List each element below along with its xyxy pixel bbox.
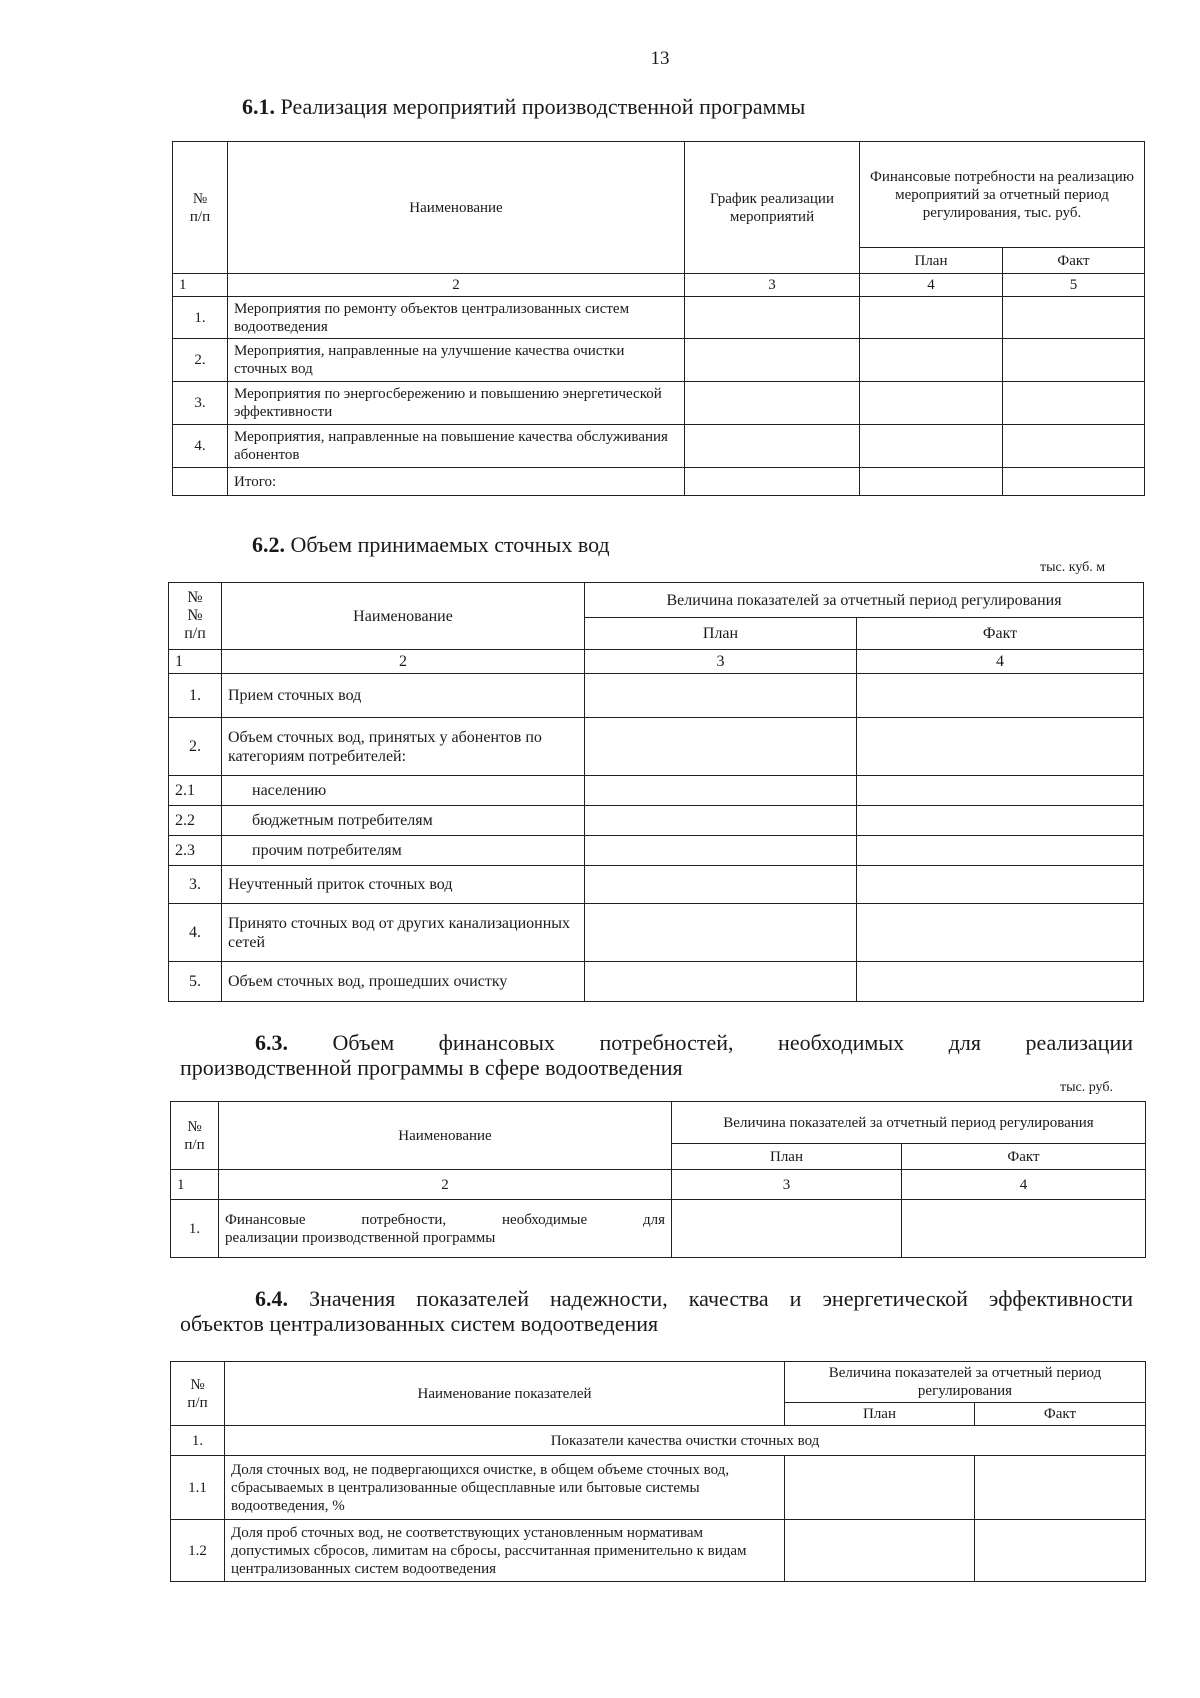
column-header-values: Величина показателей за отчетный период регулирования bbox=[672, 1102, 1146, 1144]
row-name: Объем сточных вод, прошедших очистку bbox=[222, 962, 585, 1002]
plan-cell bbox=[585, 718, 857, 776]
column-index: 3 bbox=[585, 650, 857, 674]
fact-cell bbox=[1003, 297, 1145, 339]
section-6-2-title: Объем принимаемых сточных вод bbox=[290, 532, 610, 557]
plan-cell bbox=[860, 339, 1003, 382]
row-number: 4. bbox=[173, 425, 228, 468]
column-header-plan: План bbox=[785, 1403, 975, 1426]
row-name bbox=[219, 1200, 672, 1258]
table-6-2 bbox=[168, 582, 1144, 1002]
table-group-row bbox=[171, 1426, 1146, 1456]
section-6-3-title: Объем финансовых потребностей, необходимых для реализации bbox=[332, 1030, 1133, 1055]
schedule-cell bbox=[685, 468, 860, 496]
table-6-4 bbox=[170, 1361, 1146, 1582]
fact-cell bbox=[857, 962, 1144, 1002]
row-number: 1. bbox=[171, 1200, 219, 1258]
row-number: 5. bbox=[169, 962, 222, 1002]
table-row bbox=[169, 836, 1144, 866]
fact-cell bbox=[857, 776, 1144, 806]
row-number: 1.2 bbox=[171, 1520, 225, 1582]
column-index: 1 bbox=[173, 274, 228, 297]
fact-cell bbox=[975, 1456, 1146, 1520]
row-name: Доля проб сточных вод, не соответствующих установленным нормативам допустимых сбросов, лимитам на сбросы, рассчитанная применительно к видам централизованных систем водоотведения bbox=[225, 1520, 785, 1582]
column-index: 1 bbox=[169, 650, 222, 674]
column-index: 5 bbox=[1003, 274, 1145, 297]
plan-cell bbox=[585, 836, 857, 866]
plan-cell bbox=[585, 806, 857, 836]
column-header-fact: Факт bbox=[1003, 248, 1145, 274]
fact-cell bbox=[857, 806, 1144, 836]
table-row bbox=[169, 866, 1144, 904]
column-header-fact: Факт bbox=[902, 1144, 1146, 1170]
column-index: 4 bbox=[860, 274, 1003, 297]
fact-cell bbox=[1003, 339, 1145, 382]
table-row bbox=[169, 806, 1144, 836]
column-header-plan: План bbox=[860, 248, 1003, 274]
column-index: 2 bbox=[228, 274, 685, 297]
table-row bbox=[173, 382, 1145, 425]
section-6-4-heading bbox=[255, 1286, 1133, 1312]
column-header-fact: Факт bbox=[975, 1403, 1146, 1426]
row-name: Неучтенный приток сточных вод bbox=[222, 866, 585, 904]
column-header-finance: Финансовые потребности на реализацию мероприятий за отчетный период регулирования, тыс. руб. bbox=[860, 142, 1145, 248]
table-row bbox=[171, 1520, 1146, 1582]
row-name: прочим потребителям bbox=[222, 836, 585, 866]
plan-cell bbox=[860, 382, 1003, 425]
column-header-fact: Факт bbox=[857, 618, 1144, 650]
plan-cell bbox=[860, 297, 1003, 339]
table-row bbox=[173, 339, 1145, 382]
plan-cell bbox=[785, 1520, 975, 1582]
row-number: 2. bbox=[173, 339, 228, 382]
plan-cell bbox=[672, 1200, 902, 1258]
row-name: Мероприятия, направленные на повышение качества обслуживания абонентов bbox=[228, 425, 685, 468]
section-6-4-title: Значения показателей надежности, качества и энергетической эффективности bbox=[309, 1286, 1134, 1311]
fact-cell bbox=[1003, 382, 1145, 425]
column-header-number: № п/п bbox=[171, 1362, 225, 1426]
column-header-number: № п/п bbox=[171, 1102, 219, 1170]
row-name-line: реализации производственной программы bbox=[225, 1229, 496, 1246]
table-row bbox=[169, 776, 1144, 806]
column-index: 3 bbox=[672, 1170, 902, 1200]
section-6-2-heading bbox=[252, 532, 610, 558]
column-index: 4 bbox=[857, 650, 1144, 674]
row-name: Мероприятия, направленные на улучшение качества очистки сточных вод bbox=[228, 339, 685, 382]
column-index: 2 bbox=[222, 650, 585, 674]
column-header-plan: План bbox=[672, 1144, 902, 1170]
section-6-1-number: 6.1. bbox=[242, 94, 275, 119]
column-index: 3 bbox=[685, 274, 860, 297]
row-number: 2.3 bbox=[169, 836, 222, 866]
column-index-row bbox=[173, 274, 1145, 297]
section-6-2-number: 6.2. bbox=[252, 532, 285, 557]
row-number: 1. bbox=[173, 297, 228, 339]
row-name: населению bbox=[222, 776, 585, 806]
plan-cell bbox=[860, 425, 1003, 468]
column-index-row bbox=[171, 1170, 1146, 1200]
fact-cell bbox=[975, 1520, 1146, 1582]
table-row-total bbox=[173, 468, 1145, 496]
row-number bbox=[173, 468, 228, 496]
column-header-schedule: График реализации мероприятий bbox=[685, 142, 860, 274]
section-6-3-heading bbox=[255, 1030, 1133, 1056]
row-name: Итого: bbox=[228, 468, 685, 496]
section-6-1-title: Реализация мероприятий производственной программы bbox=[280, 94, 806, 119]
row-name: Доля сточных вод, не подвергающихся очистке, в общем объеме сточных вод, сбрасываемых в централизованные общесплавные или бытовые системы водоотведения, % bbox=[225, 1456, 785, 1520]
column-header-values: Величина показателей за отчетный период регулирования bbox=[785, 1362, 1146, 1403]
row-name: Мероприятия по энергосбережению и повышению энергетической эффективности bbox=[228, 382, 685, 425]
table-row bbox=[171, 1200, 1146, 1258]
column-index: 4 bbox=[902, 1170, 1146, 1200]
row-name: Прием сточных вод bbox=[222, 674, 585, 718]
row-number: 2.1 bbox=[169, 776, 222, 806]
section-6-4-number: 6.4. bbox=[255, 1286, 288, 1311]
fact-cell bbox=[1003, 468, 1145, 496]
section-6-3-number: 6.3. bbox=[255, 1030, 288, 1055]
fact-cell bbox=[902, 1200, 1146, 1258]
plan-cell bbox=[585, 674, 857, 718]
plan-cell bbox=[585, 866, 857, 904]
row-number: 3. bbox=[173, 382, 228, 425]
column-header-name: Наименование показателей bbox=[225, 1362, 785, 1426]
column-header-values: Величина показателей за отчетный период регулирования bbox=[585, 583, 1144, 618]
page-number: 13 bbox=[650, 48, 670, 69]
schedule-cell bbox=[685, 339, 860, 382]
schedule-cell bbox=[685, 297, 860, 339]
fact-cell bbox=[857, 904, 1144, 962]
group-name: Показатели качества очистки сточных вод bbox=[225, 1426, 1146, 1456]
section-6-3-title-continued: производственной программы в сфере водоотведения bbox=[180, 1055, 683, 1080]
row-name: Мероприятия по ремонту объектов централизованных систем водоотведения bbox=[228, 297, 685, 339]
table-row bbox=[169, 962, 1144, 1002]
column-header-name: Наименование bbox=[222, 583, 585, 650]
row-number: 4. bbox=[169, 904, 222, 962]
row-name: Принято сточных вод от других канализационных сетей bbox=[222, 904, 585, 962]
table-row bbox=[171, 1456, 1146, 1520]
table-row bbox=[169, 904, 1144, 962]
table-row bbox=[169, 674, 1144, 718]
column-index: 2 bbox=[219, 1170, 672, 1200]
column-header-name: Наименование bbox=[228, 142, 685, 274]
fact-cell bbox=[857, 674, 1144, 718]
column-header-name: Наименование bbox=[219, 1102, 672, 1170]
section-6-4-title-continued: объектов централизованных систем водоотведения bbox=[180, 1311, 659, 1336]
table-row bbox=[173, 297, 1145, 339]
row-name: Объем сточных вод, принятых у абонентов по категориям потребителей: bbox=[222, 718, 585, 776]
row-number: 2.2 bbox=[169, 806, 222, 836]
section-6-1-heading bbox=[242, 94, 805, 120]
column-index-row bbox=[169, 650, 1144, 674]
row-name-line: Финансовые потребности, необходимые для bbox=[225, 1211, 665, 1228]
row-number: 1. bbox=[171, 1426, 225, 1456]
plan-cell bbox=[785, 1456, 975, 1520]
column-header-number: № п/п bbox=[173, 142, 228, 274]
table-6-3 bbox=[170, 1101, 1146, 1258]
schedule-cell bbox=[685, 425, 860, 468]
row-number: 3. bbox=[169, 866, 222, 904]
plan-cell bbox=[585, 776, 857, 806]
fact-cell bbox=[1003, 425, 1145, 468]
table-6-1 bbox=[172, 141, 1145, 496]
row-name: бюджетным потребителям bbox=[222, 806, 585, 836]
schedule-cell bbox=[685, 382, 860, 425]
column-header-number: № № п/п bbox=[169, 583, 222, 650]
fact-cell bbox=[857, 718, 1144, 776]
fact-cell bbox=[857, 836, 1144, 866]
section-6-3-unit: тыс. руб. bbox=[1060, 1080, 1113, 1095]
plan-cell bbox=[860, 468, 1003, 496]
plan-cell bbox=[585, 904, 857, 962]
column-header-plan: План bbox=[585, 618, 857, 650]
row-number: 1. bbox=[169, 674, 222, 718]
fact-cell bbox=[857, 866, 1144, 904]
plan-cell bbox=[585, 962, 857, 1002]
section-6-2-unit: тыс. куб. м bbox=[1040, 560, 1106, 575]
row-number: 2. bbox=[169, 718, 222, 776]
column-index: 1 bbox=[171, 1170, 219, 1200]
row-number: 1.1 bbox=[171, 1456, 225, 1520]
table-row bbox=[173, 425, 1145, 468]
table-row bbox=[169, 718, 1144, 776]
